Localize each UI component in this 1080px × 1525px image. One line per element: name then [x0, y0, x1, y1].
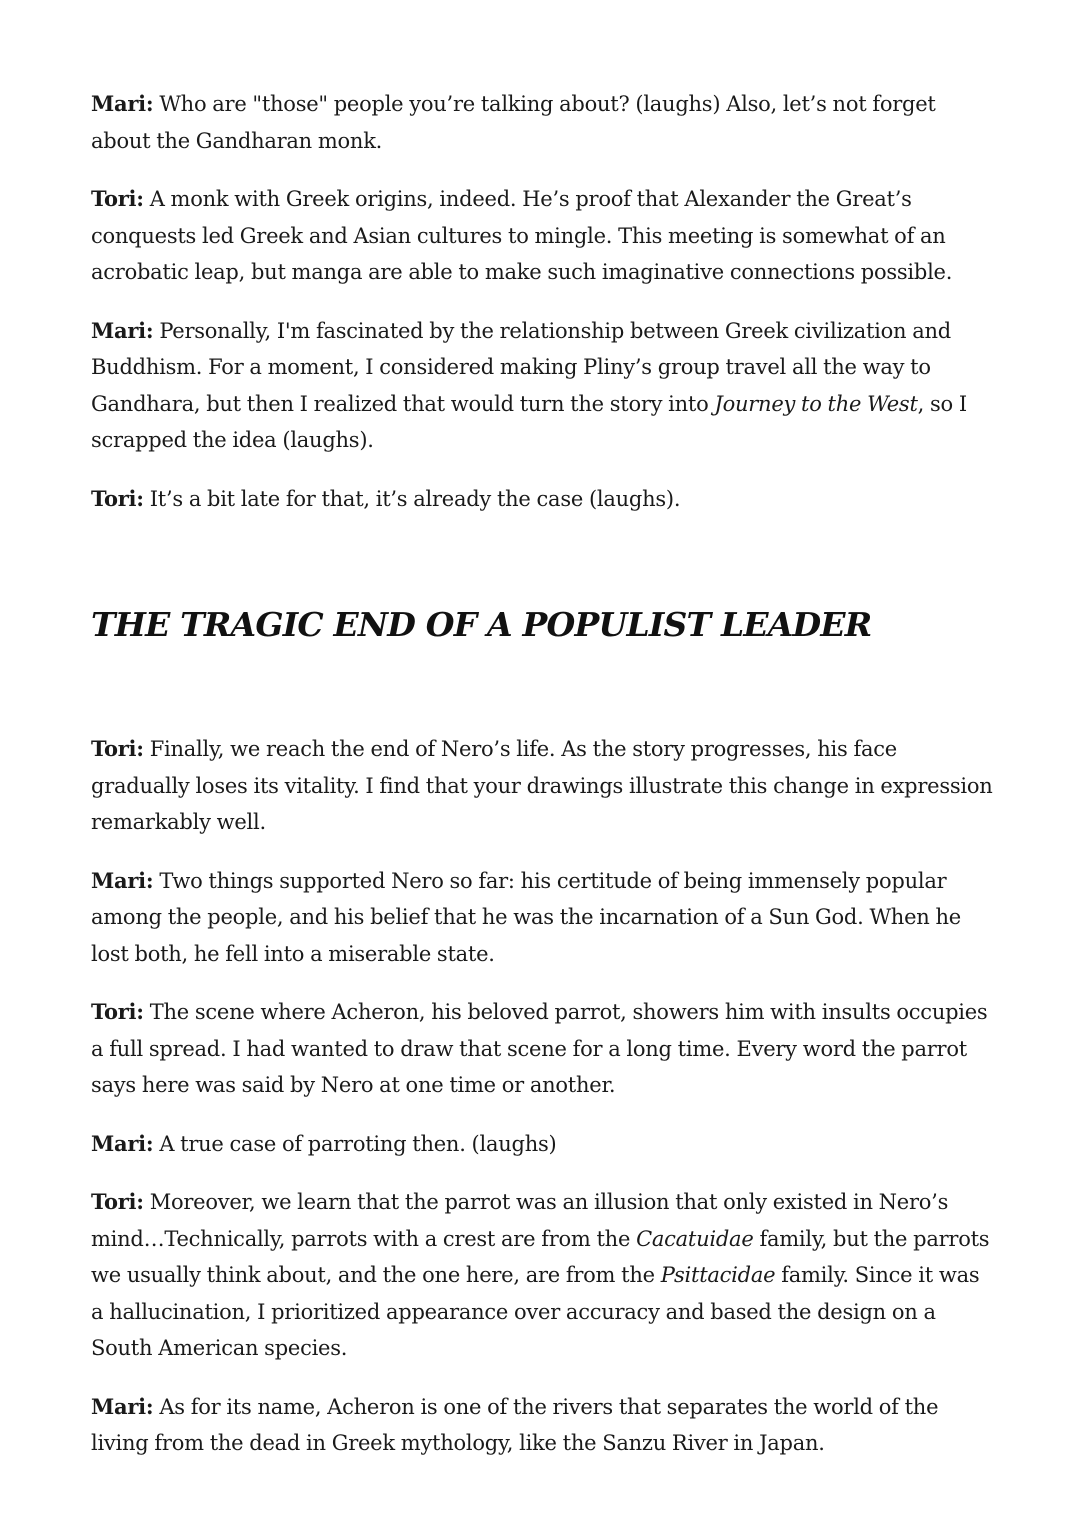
- dialogue-paragraph: [91, 994, 996, 1104]
- dialogue-text: family, but the parrots we usually think about, and the one here, are from the: [91, 1226, 990, 1287]
- dialogue-paragraph: [91, 181, 996, 291]
- dialogue-text: A true case of parroting then. (laughs): [159, 1131, 557, 1156]
- dialogue-paragraph: [91, 731, 996, 841]
- dialogue-paragraph: [91, 86, 996, 159]
- dialogue-paragraph: [91, 313, 996, 459]
- speaker-name: Tori:: [91, 1189, 144, 1214]
- speaker-name: Mari:: [91, 1393, 154, 1419]
- article-body: [91, 86, 996, 1484]
- dialogue-paragraph: [91, 1126, 996, 1163]
- speaker-name: Tori:: [91, 186, 144, 211]
- italic-title-text: Cacatuidae: [636, 1226, 754, 1251]
- dialogue-paragraph: [91, 481, 996, 518]
- dialogue-text: Personally, I'm fascinated by the relationship between Greek civilization and Buddhism. For a moment, I considered making Pliny’s group travel all the way to Gandhara, but then I realized that would turn the story into: [91, 318, 951, 416]
- dialogue-text: Who are "those" people you’re talking about? (laughs) Also, let’s not forget about the Gandharan monk.: [91, 92, 936, 153]
- speaker-name: Tori:: [91, 999, 144, 1024]
- dialogue-paragraph: [91, 1389, 996, 1462]
- dialogue-paragraph: [91, 863, 996, 973]
- dialogue-text: A monk with Greek origins, indeed. He’s proof that Alexander the Great’s conquests led Greek and Asian cultures to mingle. This meeting is somewhat of an acrobatic leap, but manga are able to make such imaginative connections possible.: [91, 187, 953, 284]
- dialogue-text: Moreover, we learn that the parrot was an illusion that only existed in Nero’s mind…Technically, parrots with a crest are from the: [91, 1190, 949, 1251]
- dialogue-text: The scene where Acheron, his beloved parrot, showers him with insults occupies a full spread. I had wanted to draw that scene for a long time. Every word the parrot says here was said by Nero at one time or another.: [91, 1000, 988, 1097]
- speaker-name: Tori:: [91, 485, 144, 511]
- speaker-name: Mari:: [91, 1130, 154, 1156]
- speaker-name: Mari:: [91, 91, 154, 116]
- italic-title-text: Journey to the West: [714, 391, 918, 416]
- section-heading: THE TRAGIC END OF A POPULIST LEADER: [91, 605, 872, 644]
- dialogue-text: Finally, we reach the end of Nero’s life. As the story progresses, his face gradually loses its vitality. I find that your drawings illustrate this change in expression remarkably well.: [91, 737, 993, 834]
- dialogue-section-1: [91, 86, 996, 517]
- dialogue-text: family. Since it was a hallucination, I prioritized appearance over accuracy and based the design on a South American species.: [91, 1263, 980, 1360]
- speaker-name: Mari:: [91, 867, 154, 893]
- dialogue-text: Two things supported Nero so far: his certitude of being immensely popular among the people, and his belief that he was the incarnation of a Sun God. When he lost both, he fell into a miserable state.: [91, 868, 961, 966]
- italic-title-text: Psittacidae: [660, 1263, 776, 1287]
- dialogue-paragraph: [91, 1184, 996, 1367]
- dialogue-section-2: [91, 731, 996, 1462]
- speaker-name: Mari:: [91, 317, 154, 343]
- speaker-name: Tori:: [91, 736, 144, 761]
- dialogue-text: It’s a bit late for that, it’s already the case (laughs).: [149, 486, 681, 511]
- dialogue-text: As for its name, Acheron is one of the rivers that separates the world of the living from the dead in Greek mythology, like the Sanzu River in Japan.: [91, 1394, 939, 1455]
- dialogue-text: , so I scrapped the idea (laughs).: [91, 391, 967, 452]
